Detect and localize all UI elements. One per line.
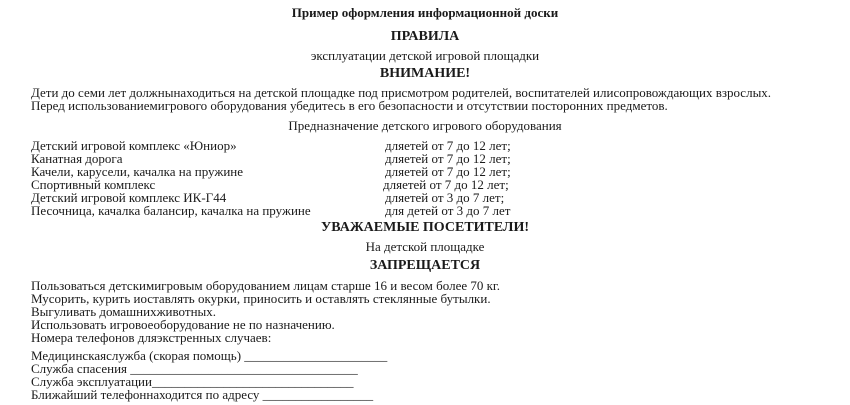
equipment-purpose: дляетей от 7 до 12 лет; <box>383 177 509 192</box>
phone-line-medical: Медицинскаяслужба (скорая помощь) ______________________ <box>31 348 388 363</box>
example-title: Пример оформления информационной доски <box>291 5 559 20</box>
rules-heading: ПРАВИЛА <box>390 29 460 44</box>
phone-line-maintenance: Служба эксплуатации_______________________________ <box>31 374 354 389</box>
forbidden-heading: ЗАПРЕЩАЕТСЯ <box>369 258 481 273</box>
forbidden-line: Пользоваться детскимигровым оборудованием лицам старше 16 и весом более 70 кг. <box>31 278 501 293</box>
emergency-phones-label: Номера телефонов дляэкстренных случаев: <box>31 330 272 345</box>
equipment-name: Песочница, качалка балансир, качалка на пружине <box>31 203 311 218</box>
phone-line-nearest: Ближайший телефоннаходится по адресу _________________ <box>31 387 374 402</box>
rules-subheading: эксплуатации детской игровой площадки <box>310 48 540 63</box>
forbidden-line: Использовать игровоеоборудование не по назначению. <box>31 317 335 332</box>
equipment-purpose: дляетей от 7 до 12 лет; <box>385 151 511 166</box>
attention-heading: ВНИМАНИЕ! <box>379 66 471 81</box>
equipment-purpose: дляетей от 3 до 7 лет; <box>385 190 505 205</box>
attention-line: Перед использованиемигрового оборудования убедитесь в его безопасности и отсутствии посторонних предметов. <box>31 98 668 113</box>
forbidden-line: Мусорить, курить иоставлять окурки, приносить и оставлять стеклянные бутылки. <box>31 291 491 306</box>
equipment-name: Канатная дорога <box>31 151 123 166</box>
equipment-purpose: дляетей от 7 до 12 лет; <box>385 138 511 153</box>
equipment-name: Детский игровой комплекс «Юниор» <box>31 138 237 153</box>
equipment-name: Качели, карусели, качалка на пружине <box>31 164 244 179</box>
attention-line: Дети до семи лет должнынаходиться на детской площадке под присмотром родителей, воспитателей илисопровождающих взрослых. <box>31 85 772 100</box>
visitors-subheading: На детской площадке <box>365 239 485 254</box>
equipment-purpose: для детей от 3 до 7 лет <box>385 203 511 218</box>
equipment-name: Детский игровой комплекс ИК-Г44 <box>31 190 227 205</box>
forbidden-line: Выгуливать домашнихживотных. <box>31 304 217 319</box>
equipment-name: Спортивный комплекс <box>31 177 156 192</box>
visitors-heading: УВАЖАЕМЫЕ ПОСЕТИТЕЛИ! <box>320 220 530 235</box>
phone-line-rescue: Служба спасения ___________________________________ <box>31 361 358 376</box>
equipment-purpose: дляетей от 7 до 12 лет; <box>385 164 511 179</box>
equipment-heading: Предназначение детского игрового оборудования <box>288 118 562 133</box>
